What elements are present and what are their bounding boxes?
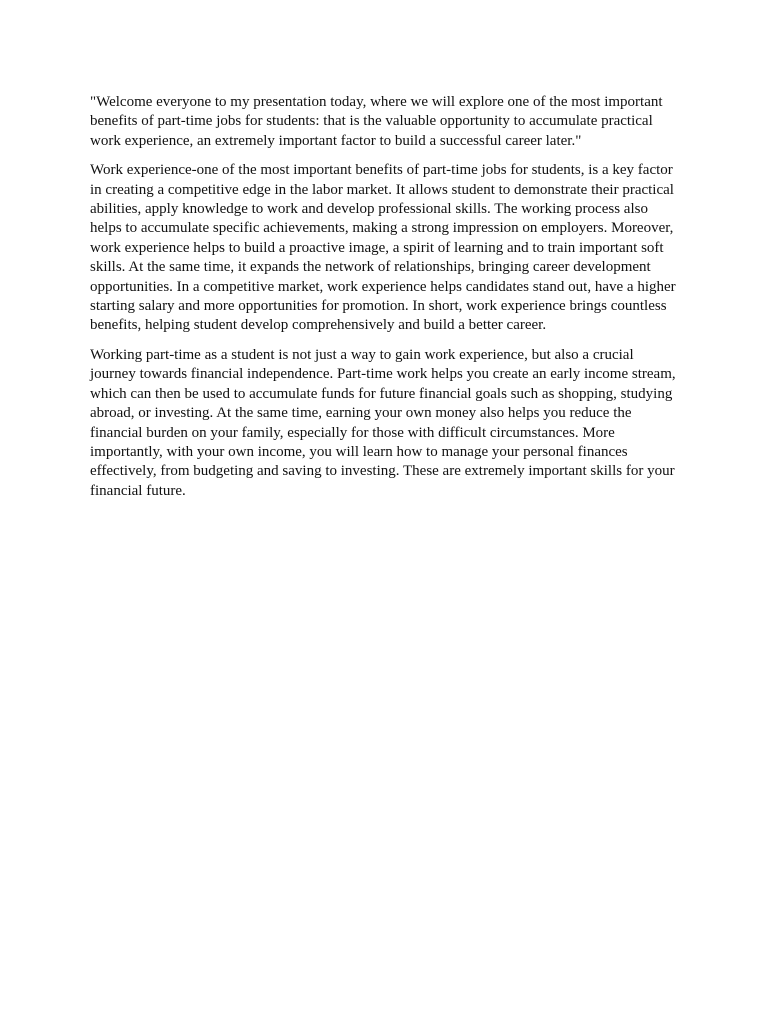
paragraph-work-experience: Work experience-one of the most important benefits of part-time jobs for students, is a key factor in creating a competitive edge in the labor market. It allows student to demonstrate their practical abilities, apply knowledge to work and develop professional skills. The working process also helps to accumulate specific achievements, making a strong impression on employers. Moreover, work experience helps to build a proactive image, a spirit of learning and to train important soft skills. At the same time, it expands the network of relationships, bringing career development opportunities. In a competitive market, work experience helps candidates stand out, have a higher starting salary and more opportunities for promotion. In short, work experience brings countless benefits, helping student develop comprehensively and build a better career. <box>90 162 676 334</box>
document-body <box>90 93 682 511</box>
paragraph-intro-quote: "Welcome everyone to my presentation today, where we will explore one of the most important benefits of part-time jobs for students: that is the valuable opportunity to accumulate practical work experience, an extremely important factor to build a successful career later." <box>90 94 663 149</box>
paragraph-financial-independence: Working part-time as a student is not just a way to gain work experience, but also a crucial journey towards financial independence. Part-time work helps you create an early income stream, which can then be used to accumulate funds for future financial goals such as shopping, studying abroad, or investing. At the same time, earning your own money also helps you reduce the financial burden on your family, especially for those with difficult circumstances. More importantly, with your own income, you will learn how to manage your personal finances effectively, from budgeting and saving to investing. These are extremely important skills for your financial future. <box>90 346 676 499</box>
